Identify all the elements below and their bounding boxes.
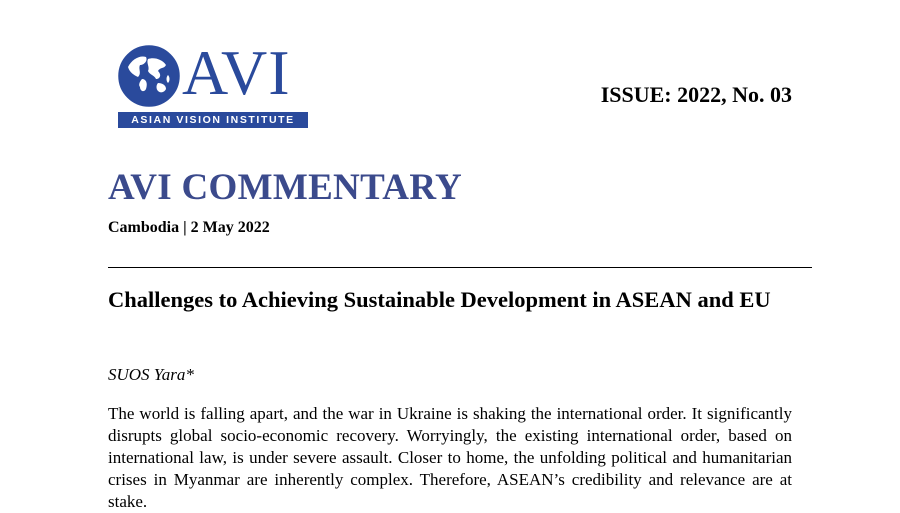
commentary-title: AVI COMMENTARY xyxy=(108,167,463,208)
body-paragraph: The world is falling apart, and the war in Ukraine is shaking the international order. It significantly disrupts global socio-economic recovery. Worryingly, the existing international order, based on international law, is under severe assault. Closer to home, the unfolding political and humanitarian crises in Myanmar are inherently complex. Therefore, ASEAN’s credibility and relevance are at stake. xyxy=(108,404,792,511)
logo-letters: AVI xyxy=(182,37,291,108)
author-name: SUOS Yara* xyxy=(108,365,194,384)
dateline: Cambodia | 2 May 2022 xyxy=(108,219,270,236)
article-headline: Challenges to Achieving Sustainable Development in ASEAN and EU xyxy=(108,287,771,312)
globe-icon xyxy=(118,45,180,107)
avi-logo xyxy=(110,37,310,130)
logo-org-name: ASIAN VISION INSTITUTE xyxy=(118,112,308,128)
divider xyxy=(108,267,812,268)
issue-label: ISSUE: 2022, No. 03 xyxy=(600,82,792,107)
